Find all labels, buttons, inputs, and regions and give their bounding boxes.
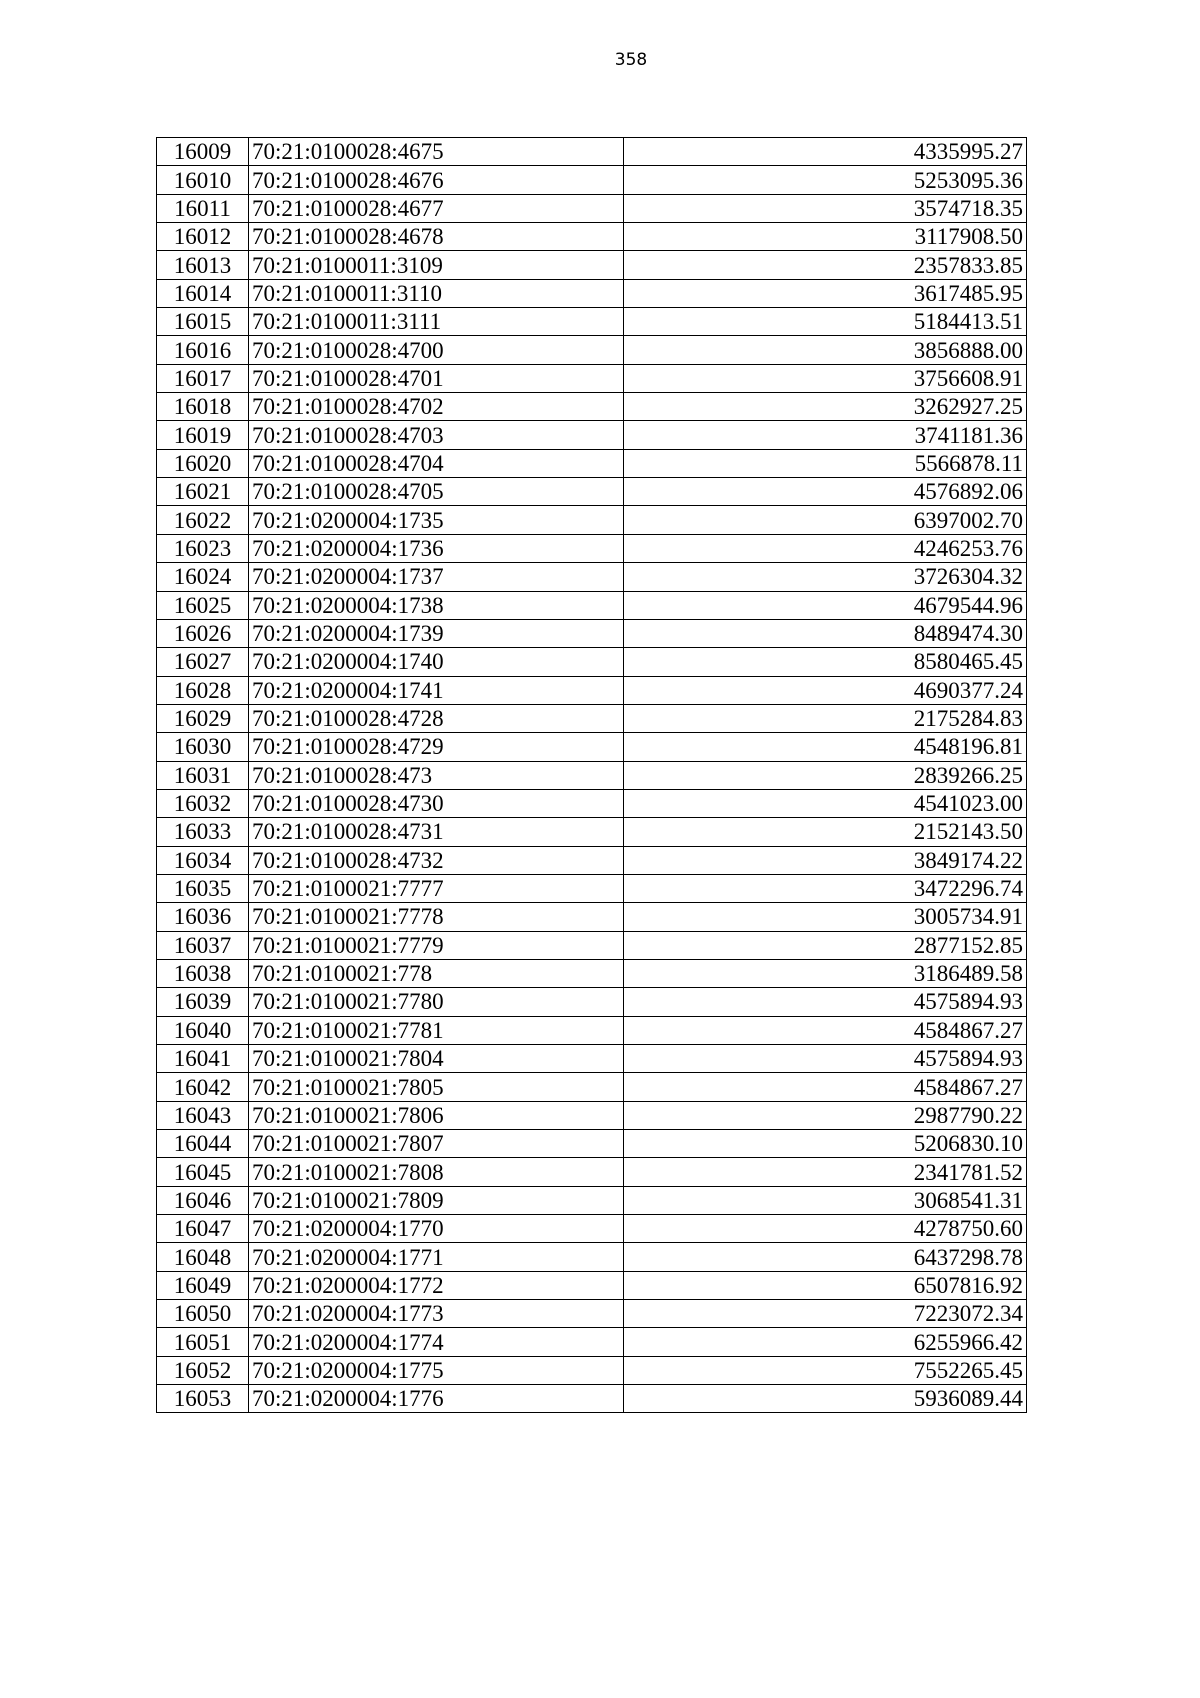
cadastral-number-cell: 70:21:0100028:473 <box>249 761 624 789</box>
value-cell: 3574718.35 <box>624 194 1027 222</box>
table-row <box>157 1158 1027 1186</box>
table-row <box>157 761 1027 789</box>
cadastral-number-cell: 70:21:0200004:1741 <box>249 676 624 704</box>
value-cell: 5566878.11 <box>624 449 1027 477</box>
value-cell: 4690377.24 <box>624 676 1027 704</box>
table-row <box>157 1101 1027 1129</box>
table-row <box>157 166 1027 194</box>
value-cell: 2357833.85 <box>624 251 1027 279</box>
cadastral-number-cell: 70:21:0100021:7809 <box>249 1186 624 1214</box>
cadastral-number-cell: 70:21:0200004:1773 <box>249 1300 624 1328</box>
row-number-cell: 16043 <box>157 1101 249 1129</box>
cadastral-number-cell: 70:21:0200004:1739 <box>249 619 624 647</box>
row-number-cell: 16015 <box>157 308 249 336</box>
row-number-cell: 16012 <box>157 223 249 251</box>
row-number-cell: 16017 <box>157 364 249 392</box>
value-cell: 3849174.22 <box>624 846 1027 874</box>
row-number-cell: 16020 <box>157 449 249 477</box>
cadastral-number-cell: 70:21:0100021:7781 <box>249 1016 624 1044</box>
row-number-cell: 16029 <box>157 704 249 732</box>
value-cell: 3741181.36 <box>624 421 1027 449</box>
cadastral-number-cell: 70:21:0100028:4701 <box>249 364 624 392</box>
table-row <box>157 251 1027 279</box>
row-number-cell: 16038 <box>157 959 249 987</box>
table-row <box>157 449 1027 477</box>
value-cell: 6255966.42 <box>624 1328 1027 1356</box>
table-row <box>157 1215 1027 1243</box>
table-row <box>157 789 1027 817</box>
row-number-cell: 16014 <box>157 279 249 307</box>
value-cell: 5184413.51 <box>624 308 1027 336</box>
cadastral-value-table <box>156 137 1027 1413</box>
value-cell: 6397002.70 <box>624 506 1027 534</box>
cadastral-number-cell: 70:21:0100021:7807 <box>249 1130 624 1158</box>
table-row <box>157 336 1027 364</box>
table-row <box>157 534 1027 562</box>
table-row <box>157 308 1027 336</box>
value-cell: 8580465.45 <box>624 648 1027 676</box>
row-number-cell: 16030 <box>157 733 249 761</box>
cadastral-number-cell: 70:21:0200004:1735 <box>249 506 624 534</box>
row-number-cell: 16011 <box>157 194 249 222</box>
table-row <box>157 393 1027 421</box>
value-cell: 3005734.91 <box>624 903 1027 931</box>
value-cell: 3068541.31 <box>624 1186 1027 1214</box>
cadastral-number-cell: 70:21:0100021:7805 <box>249 1073 624 1101</box>
row-number-cell: 16049 <box>157 1271 249 1299</box>
cadastral-number-cell: 70:21:0100011:3111 <box>249 308 624 336</box>
table-row <box>157 1130 1027 1158</box>
row-number-cell: 16035 <box>157 874 249 902</box>
table-body <box>157 138 1027 1413</box>
table-row <box>157 619 1027 647</box>
cadastral-number-cell: 70:21:0200004:1736 <box>249 534 624 562</box>
row-number-cell: 16028 <box>157 676 249 704</box>
row-number-cell: 16025 <box>157 591 249 619</box>
cadastral-number-cell: 70:21:0200004:1774 <box>249 1328 624 1356</box>
value-cell: 4335995.27 <box>624 138 1027 166</box>
cadastral-number-cell: 70:21:0200004:1770 <box>249 1215 624 1243</box>
row-number-cell: 16053 <box>157 1385 249 1413</box>
table-row <box>157 1073 1027 1101</box>
cadastral-number-cell: 70:21:0200004:1775 <box>249 1356 624 1384</box>
value-cell: 3472296.74 <box>624 874 1027 902</box>
table-row <box>157 1271 1027 1299</box>
row-number-cell: 16041 <box>157 1045 249 1073</box>
row-number-cell: 16033 <box>157 818 249 846</box>
value-cell: 7223072.34 <box>624 1300 1027 1328</box>
cadastral-number-cell: 70:21:0200004:1738 <box>249 591 624 619</box>
cadastral-number-cell: 70:21:0100021:7778 <box>249 903 624 931</box>
cadastral-number-cell: 70:21:0100021:778 <box>249 959 624 987</box>
cadastral-number-cell: 70:21:0100028:4676 <box>249 166 624 194</box>
row-number-cell: 16040 <box>157 1016 249 1044</box>
table-row <box>157 1243 1027 1271</box>
table-row <box>157 1385 1027 1413</box>
table-row <box>157 194 1027 222</box>
cadastral-number-cell: 70:21:0100028:4700 <box>249 336 624 364</box>
value-cell: 2987790.22 <box>624 1101 1027 1129</box>
page-number: 358 <box>614 50 648 70</box>
cadastral-number-cell: 70:21:0100028:4731 <box>249 818 624 846</box>
value-cell: 6437298.78 <box>624 1243 1027 1271</box>
table-row <box>157 478 1027 506</box>
value-cell: 8489474.30 <box>624 619 1027 647</box>
table-row <box>157 1328 1027 1356</box>
cadastral-number-cell: 70:21:0100028:4729 <box>249 733 624 761</box>
table-row <box>157 676 1027 704</box>
table-row <box>157 931 1027 959</box>
table-row <box>157 1016 1027 1044</box>
row-number-cell: 16018 <box>157 393 249 421</box>
cadastral-number-cell: 70:21:0100028:4730 <box>249 789 624 817</box>
table-row <box>157 138 1027 166</box>
value-cell: 2152143.50 <box>624 818 1027 846</box>
table-row <box>157 988 1027 1016</box>
table-row <box>157 733 1027 761</box>
value-cell: 4584867.27 <box>624 1073 1027 1101</box>
row-number-cell: 16013 <box>157 251 249 279</box>
table-row <box>157 506 1027 534</box>
row-number-cell: 16027 <box>157 648 249 676</box>
table-row <box>157 364 1027 392</box>
value-cell: 3262927.25 <box>624 393 1027 421</box>
value-cell: 3726304.32 <box>624 563 1027 591</box>
row-number-cell: 16045 <box>157 1158 249 1186</box>
row-number-cell: 16036 <box>157 903 249 931</box>
cadastral-number-cell: 70:21:0200004:1776 <box>249 1385 624 1413</box>
table-row <box>157 591 1027 619</box>
row-number-cell: 16032 <box>157 789 249 817</box>
table-row <box>157 563 1027 591</box>
row-number-cell: 16050 <box>157 1300 249 1328</box>
value-cell: 5206830.10 <box>624 1130 1027 1158</box>
row-number-cell: 16024 <box>157 563 249 591</box>
table-row <box>157 704 1027 732</box>
table-row <box>157 223 1027 251</box>
cadastral-number-cell: 70:21:0200004:1771 <box>249 1243 624 1271</box>
cadastral-number-cell: 70:21:0200004:1772 <box>249 1271 624 1299</box>
row-number-cell: 16048 <box>157 1243 249 1271</box>
table-row <box>157 279 1027 307</box>
row-number-cell: 16021 <box>157 478 249 506</box>
value-cell: 5936089.44 <box>624 1385 1027 1413</box>
cadastral-number-cell: 70:21:0200004:1737 <box>249 563 624 591</box>
row-number-cell: 16037 <box>157 931 249 959</box>
row-number-cell: 16042 <box>157 1073 249 1101</box>
value-cell: 4575894.93 <box>624 1045 1027 1073</box>
table-row <box>157 648 1027 676</box>
value-cell: 2175284.83 <box>624 704 1027 732</box>
value-cell: 3856888.00 <box>624 336 1027 364</box>
table-row <box>157 1356 1027 1384</box>
cadastral-number-cell: 70:21:0200004:1740 <box>249 648 624 676</box>
cadastral-number-cell: 70:21:0100028:4705 <box>249 478 624 506</box>
value-cell: 2877152.85 <box>624 931 1027 959</box>
value-cell: 4548196.81 <box>624 733 1027 761</box>
cadastral-number-cell: 70:21:0100021:7777 <box>249 874 624 902</box>
value-cell: 3756608.91 <box>624 364 1027 392</box>
cadastral-number-cell: 70:21:0100028:4702 <box>249 393 624 421</box>
table-row <box>157 846 1027 874</box>
value-cell: 3117908.50 <box>624 223 1027 251</box>
value-cell: 4679544.96 <box>624 591 1027 619</box>
table-row <box>157 1045 1027 1073</box>
cadastral-number-cell: 70:21:0100028:4675 <box>249 138 624 166</box>
cadastral-number-cell: 70:21:0100028:4677 <box>249 194 624 222</box>
row-number-cell: 16039 <box>157 988 249 1016</box>
row-number-cell: 16051 <box>157 1328 249 1356</box>
row-number-cell: 16031 <box>157 761 249 789</box>
value-cell: 4278750.60 <box>624 1215 1027 1243</box>
table-row <box>157 421 1027 449</box>
cadastral-number-cell: 70:21:0100028:4732 <box>249 846 624 874</box>
table-row <box>157 874 1027 902</box>
cadastral-number-cell: 70:21:0100021:7804 <box>249 1045 624 1073</box>
row-number-cell: 16019 <box>157 421 249 449</box>
row-number-cell: 16034 <box>157 846 249 874</box>
value-cell: 6507816.92 <box>624 1271 1027 1299</box>
cadastral-number-cell: 70:21:0100011:3110 <box>249 279 624 307</box>
cadastral-number-cell: 70:21:0100028:4703 <box>249 421 624 449</box>
row-number-cell: 16047 <box>157 1215 249 1243</box>
table-row <box>157 1186 1027 1214</box>
value-cell: 2839266.25 <box>624 761 1027 789</box>
row-number-cell: 16009 <box>157 138 249 166</box>
cadastral-number-cell: 70:21:0100028:4678 <box>249 223 624 251</box>
value-cell: 3186489.58 <box>624 959 1027 987</box>
value-cell: 4576892.06 <box>624 478 1027 506</box>
value-cell: 4584867.27 <box>624 1016 1027 1044</box>
cadastral-number-cell: 70:21:0100011:3109 <box>249 251 624 279</box>
value-cell: 4541023.00 <box>624 789 1027 817</box>
value-cell: 3617485.95 <box>624 279 1027 307</box>
row-number-cell: 16022 <box>157 506 249 534</box>
row-number-cell: 16016 <box>157 336 249 364</box>
cadastral-number-cell: 70:21:0100021:7806 <box>249 1101 624 1129</box>
value-cell: 7552265.45 <box>624 1356 1027 1384</box>
row-number-cell: 16052 <box>157 1356 249 1384</box>
row-number-cell: 16023 <box>157 534 249 562</box>
row-number-cell: 16010 <box>157 166 249 194</box>
value-cell: 4575894.93 <box>624 988 1027 1016</box>
table-row <box>157 818 1027 846</box>
cadastral-number-cell: 70:21:0100028:4704 <box>249 449 624 477</box>
table-row <box>157 1300 1027 1328</box>
cadastral-number-cell: 70:21:0100021:7808 <box>249 1158 624 1186</box>
row-number-cell: 16026 <box>157 619 249 647</box>
value-cell: 5253095.36 <box>624 166 1027 194</box>
row-number-cell: 16044 <box>157 1130 249 1158</box>
table-row <box>157 903 1027 931</box>
cadastral-number-cell: 70:21:0100021:7780 <box>249 988 624 1016</box>
row-number-cell: 16046 <box>157 1186 249 1214</box>
table-row <box>157 959 1027 987</box>
value-cell: 2341781.52 <box>624 1158 1027 1186</box>
cadastral-number-cell: 70:21:0100028:4728 <box>249 704 624 732</box>
cadastral-number-cell: 70:21:0100021:7779 <box>249 931 624 959</box>
value-cell: 4246253.76 <box>624 534 1027 562</box>
